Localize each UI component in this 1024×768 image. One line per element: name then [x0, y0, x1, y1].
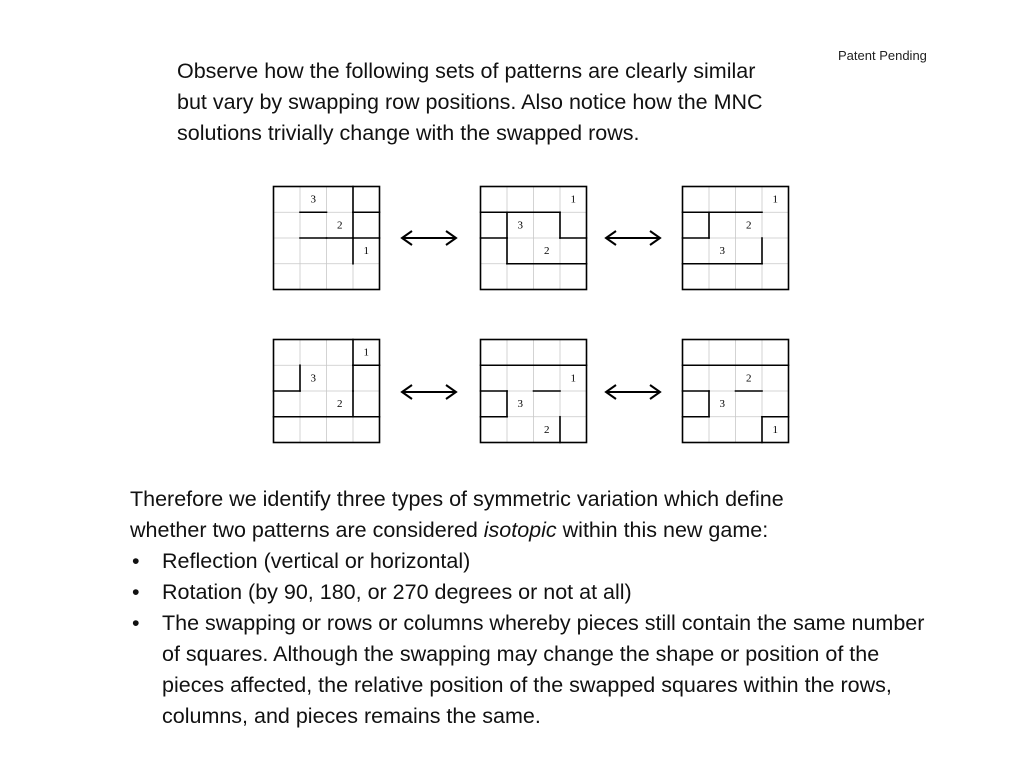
- list-item-text: Reflection (vertical or horizontal): [162, 549, 471, 573]
- bullet-icon: •: [132, 549, 140, 573]
- cell-number: 1: [772, 193, 778, 206]
- double-arrow-icon: [400, 382, 458, 402]
- double-arrow-icon: [604, 382, 662, 402]
- double-arrow-icon: [400, 228, 458, 248]
- conclusion-line: [130, 515, 930, 546]
- cell-number: 1: [570, 372, 576, 385]
- list-item: [130, 608, 930, 732]
- cell-number: 2: [337, 219, 343, 232]
- cell-number: 3: [719, 245, 725, 257]
- conclusion-block: [130, 484, 930, 732]
- isotopic-term: isotopic: [483, 518, 557, 542]
- cell-number: 1: [363, 346, 369, 359]
- pattern-grid-r1g2: [480, 186, 586, 290]
- bullet-icon: •: [132, 611, 140, 635]
- variation-list: [130, 546, 930, 732]
- bullet-icon: •: [132, 580, 140, 604]
- cell-number: 2: [746, 372, 752, 385]
- cell-number: 1: [570, 193, 576, 206]
- intro-paragraph: [177, 56, 837, 149]
- list-item: [130, 577, 930, 608]
- cell-number: 2: [544, 245, 550, 257]
- intro-line: Observe how the following sets of patterns are clearly similar: [177, 59, 756, 83]
- intro-line: but vary by swapping row positions. Also notice how the MNC: [177, 90, 763, 114]
- pattern-grid-r2g2: [480, 339, 586, 443]
- conclusion-text: whether two patterns are considered: [130, 518, 484, 542]
- cell-number: 1: [772, 423, 778, 436]
- cell-number: 2: [544, 423, 550, 436]
- cell-number: 2: [337, 398, 343, 410]
- intro-line: solutions trivially change with the swapped rows.: [177, 121, 640, 145]
- list-item: [130, 546, 930, 577]
- cell-number: 3: [517, 219, 523, 232]
- list-item-text: Rotation (by 90, 180, or 270 degrees or not at all): [162, 580, 632, 604]
- pattern-grid-r2g3: [682, 339, 788, 443]
- pattern-grid-r1g1: [273, 186, 379, 290]
- double-arrow-icon: [604, 228, 662, 248]
- cell-number: 3: [310, 372, 316, 385]
- cell-number: 1: [363, 245, 369, 257]
- conclusion-text: within this new game:: [556, 518, 769, 542]
- cell-number: 3: [310, 193, 316, 206]
- cell-number: 3: [719, 398, 725, 410]
- conclusion-line: Therefore we identify three types of symmetric variation which define: [130, 487, 784, 511]
- patent-pending-label: Patent Pending: [838, 48, 927, 63]
- pattern-grid-r1g3: [682, 186, 788, 290]
- cell-number: 3: [517, 398, 523, 410]
- list-item-text: The swapping or rows or columns whereby pieces still contain the same number of squares. Although the swapping may change the shape or position of the pieces affected, the relative position of the swapped squares within the rows, columns, and pieces remains the same.: [162, 611, 925, 728]
- pattern-grid-r2g1: [273, 339, 379, 443]
- cell-number: 2: [746, 219, 752, 232]
